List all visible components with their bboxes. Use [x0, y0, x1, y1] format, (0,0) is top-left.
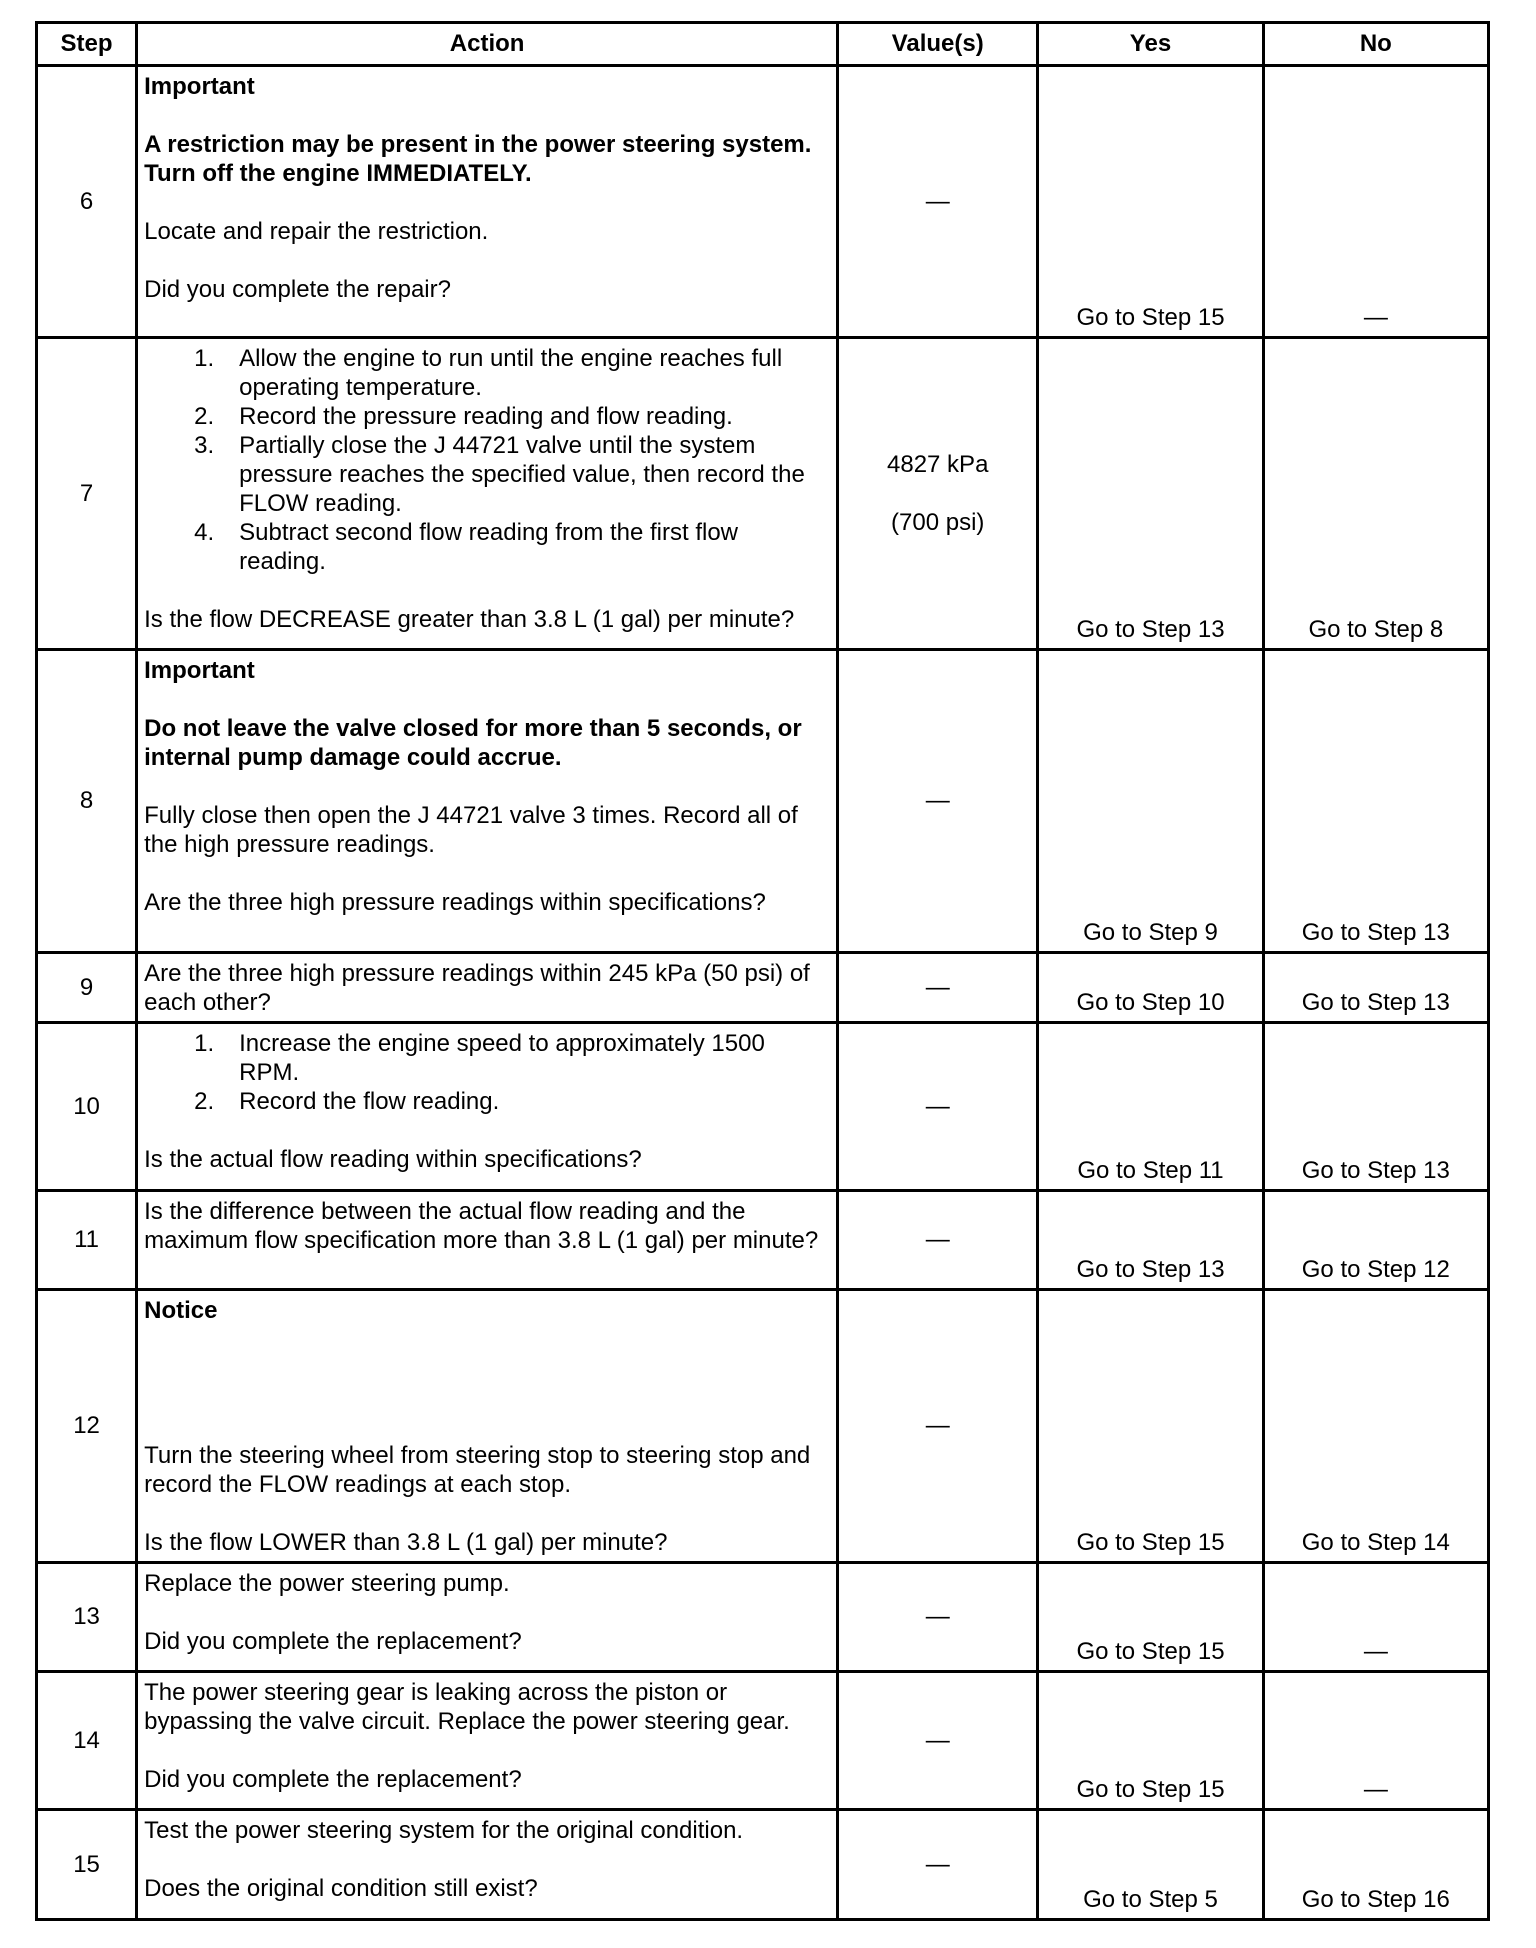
value-dash: —: [925, 1726, 950, 1754]
yes-cell: Go to Step 10: [1038, 953, 1263, 1023]
no-cell: Go to Step 13: [1263, 953, 1488, 1023]
value-cell: [838, 953, 1038, 1023]
list-item: 2. Record the pressure reading and flow reading.: [194, 403, 733, 430]
yes-cell: Go to Step 13: [1038, 1191, 1263, 1290]
yes-cell: Go to Step 15: [1038, 1563, 1263, 1672]
table-row: [37, 1290, 1489, 1563]
important-label: Important: [144, 73, 255, 100]
value-cell: [838, 1023, 1038, 1191]
step-number: 10: [37, 1023, 137, 1191]
notice-label: Notice: [144, 1297, 218, 1324]
no-cell: —: [1263, 1672, 1488, 1810]
value-dash: —: [925, 1226, 950, 1253]
value-dash: —: [925, 1412, 950, 1439]
header-values: Value(s): [838, 23, 1038, 66]
value-cell: [838, 1672, 1038, 1810]
diagnostic-table: [35, 21, 1490, 1921]
header-step: Step: [37, 23, 137, 66]
important-text: A restriction may be present in the power steering system. Turn off the engine IMMEDIATELY.: [144, 131, 812, 187]
value-cell: [838, 66, 1038, 338]
value-dash: —: [925, 187, 950, 215]
important-label: Important: [144, 657, 255, 684]
value-cell: [838, 1810, 1038, 1920]
instruction-text: Turn the steering wheel from steering stop to steering stop and record the FLOW readings at each stop.: [144, 1442, 811, 1498]
no-cell: —: [1263, 1563, 1488, 1672]
instruction-text: Fully close then open the J 44721 valve 3 times. Record all of the high pressure readings.: [144, 802, 798, 858]
no-cell: Go to Step 13: [1263, 650, 1488, 953]
step-number: 14: [37, 1672, 137, 1810]
question-text: Is the flow LOWER than 3.8 L (1 gal) per minute?: [144, 1529, 668, 1556]
procedure-list: [144, 344, 830, 576]
value-dash: —: [925, 1850, 950, 1878]
value-cell: [838, 1191, 1038, 1290]
table-row: [37, 650, 1489, 953]
table-row: [37, 1191, 1489, 1290]
table-row: [37, 66, 1489, 338]
yes-cell: Go to Step 9: [1038, 650, 1263, 953]
no-cell: Go to Step 12: [1263, 1191, 1488, 1290]
value-cell: [838, 650, 1038, 953]
no-cell: Go to Step 13: [1263, 1023, 1488, 1191]
question-text: Are the three high pressure readings within 245 kPa (50 psi) of each other?: [144, 960, 810, 1016]
step-number: 8: [37, 650, 137, 953]
table-row: [37, 1563, 1489, 1672]
step-number: 11: [37, 1191, 137, 1290]
value-cell: [838, 338, 1038, 650]
table-row: [37, 1023, 1489, 1191]
instruction-text: Locate and repair the restriction.: [144, 218, 489, 245]
value-cell: [838, 1563, 1038, 1672]
header-yes: Yes: [1038, 23, 1263, 66]
step-number: 12: [37, 1290, 137, 1563]
no-cell: Go to Step 16: [1263, 1810, 1488, 1920]
value-dash: —: [925, 973, 950, 1001]
list-item: 3. Partially close the J 44721 valve until the system pressure reaches the specified value, then record the FLOW reading.: [194, 432, 805, 517]
yes-cell: Go to Step 15: [1038, 66, 1263, 338]
yes-cell: Go to Step 13: [1038, 338, 1263, 650]
procedure-list: [144, 1029, 830, 1116]
list-item: 4. Subtract second flow reading from the first flow reading.: [194, 519, 739, 575]
action-cell: [137, 650, 838, 953]
yes-cell: Go to Step 5: [1038, 1810, 1263, 1920]
no-cell: Go to Step 14: [1263, 1290, 1488, 1563]
yes-cell: Go to Step 15: [1038, 1290, 1263, 1563]
header-no: No: [1263, 23, 1488, 66]
step-number: 15: [37, 1810, 137, 1920]
list-item: 2. Record the flow reading.: [194, 1088, 500, 1115]
question-text: Is the flow DECREASE greater than 3.8 L (1 gal) per minute?: [144, 606, 795, 633]
step-number: 9: [37, 953, 137, 1023]
value-dash: —: [925, 1603, 950, 1630]
header-action: Action: [137, 23, 838, 66]
instruction-text: The power steering gear is leaking across the piston or bypassing the valve circuit. Replace the power steering gear.: [144, 1679, 790, 1735]
step-number: 6: [37, 66, 137, 338]
action-cell: [137, 1672, 838, 1810]
no-cell: —: [1263, 66, 1488, 338]
header-row: [37, 23, 1489, 66]
list-item: 1. Increase the engine speed to approximately 1500 RPM.: [194, 1030, 765, 1086]
action-cell: [137, 338, 838, 650]
table-row: [37, 1810, 1489, 1920]
no-cell: Go to Step 8: [1263, 338, 1488, 650]
action-cell: [137, 1290, 838, 1563]
important-text: Do not leave the valve closed for more than 5 seconds, or internal pump damage could accrue.: [144, 715, 802, 771]
instruction-text: Test the power steering system for the original condition.: [144, 1817, 744, 1844]
value-psi: (700 psi): [891, 509, 985, 536]
question-text: Did you complete the repair?: [144, 276, 451, 303]
action-cell: [137, 66, 838, 338]
question-text: Is the actual flow reading within specifications?: [144, 1146, 642, 1173]
action-cell: [137, 1191, 838, 1290]
list-item: 1. Allow the engine to run until the engine reaches full operating temperature.: [194, 345, 783, 401]
yes-cell: Go to Step 15: [1038, 1672, 1263, 1810]
question-text: Is the difference between the actual flow reading and the maximum flow specification more than 3.8 L (1 gal) per minute?: [144, 1198, 819, 1254]
step-number: 13: [37, 1563, 137, 1672]
value-dash: —: [925, 1092, 950, 1120]
action-cell: [137, 1563, 838, 1672]
question-text: Does the original condition still exist?: [144, 1875, 538, 1902]
action-cell: [137, 1810, 838, 1920]
action-cell: [137, 1023, 838, 1191]
table-row: [37, 1672, 1489, 1810]
value-cell: [838, 1290, 1038, 1563]
question-text: Are the three high pressure readings within specifications?: [144, 889, 766, 916]
value-kpa: 4827 kPa: [887, 451, 989, 478]
instruction-text: Replace the power steering pump.: [144, 1570, 510, 1597]
step-number: 7: [37, 338, 137, 650]
action-cell: [137, 953, 838, 1023]
table-row: [37, 953, 1489, 1023]
value-dash: —: [925, 787, 950, 814]
question-text: Did you complete the replacement?: [144, 1628, 522, 1655]
question-text: Did you complete the replacement?: [144, 1766, 522, 1793]
table-row: [37, 338, 1489, 650]
yes-cell: Go to Step 11: [1038, 1023, 1263, 1191]
